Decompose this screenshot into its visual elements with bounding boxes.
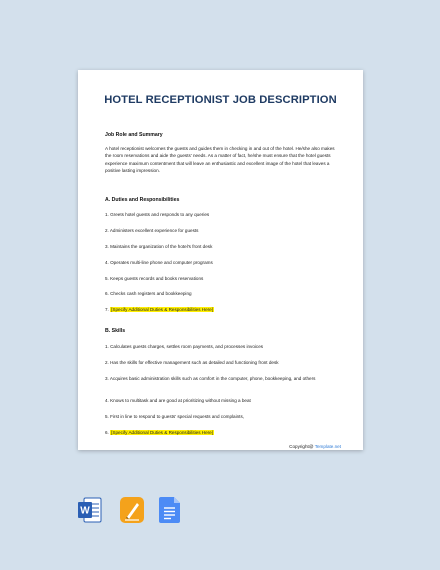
duty-item: 6. Checks cash registers and bookkeeping: [105, 291, 192, 296]
skill-item: 4. Knows to multitask and are good at prioritizing without missing a beat: [105, 398, 251, 403]
duty-item: 3. Maintains the organization of the hotel's front desk: [105, 244, 213, 249]
skill-item: 5. First in line to respond to guests' special requests and complaints,: [105, 414, 245, 419]
google-docs-icon[interactable]: [159, 497, 181, 523]
word-icon-letter: W: [80, 505, 90, 517]
skill-placeholder-item: [105, 430, 214, 435]
duty-item: 2. Administers excellent experience for guests: [105, 228, 199, 233]
skill-placeholder-highlight: [Specify Additional Duties & Responsibilities Here]: [111, 430, 214, 435]
document-page: [78, 70, 363, 450]
duty-placeholder-item: [105, 307, 214, 312]
skill-item: 1. Calculates guests charges, settles room payments, and processes invoices: [105, 344, 264, 349]
document-title: HOTEL RECEPTIONIST JOB DESCRIPTION: [104, 94, 337, 106]
copyright-line: [289, 444, 341, 449]
skill-item: 2. Has the skills for effective management such as detailed and functioning front desk: [105, 360, 279, 365]
duty-item: 5. Keeps guests records and books reservations: [105, 276, 204, 281]
pages-icon[interactable]: [120, 497, 142, 523]
duty-placeholder-number: 7.: [105, 307, 109, 312]
copyright-link[interactable]: Template.net: [314, 444, 341, 449]
duty-item: 4. Operates multi-line phone and computer programs: [105, 260, 213, 265]
copyright-label: Copyright@: [289, 444, 314, 449]
skill-item: 3. Acquires basic administration skills such as comfort in the computer, phone, bookkeeping, and others: [105, 376, 316, 381]
summary-heading: Job Role and Summary: [105, 132, 163, 138]
duty-item: 1. Greets hotel guests and responds to any queries: [105, 212, 210, 217]
duties-heading: A. Duties and Responsibilities: [105, 197, 180, 203]
summary-text: A hotel receptionist welcomes the guests and guides them in checking in and out of the hotel. He/she also makes the room reservations and aide the guests' needs. As a matter of fact, he/she must ensure that the hotel guests experience maximum contentment that will leave an enthusiastic and excellent image of the hotel that leaves a positive lasting impression.: [105, 146, 335, 173]
skills-heading: B. Skills: [105, 328, 126, 334]
word-icon[interactable]: [78, 497, 100, 523]
skill-placeholder-number: 6.: [105, 430, 109, 435]
duty-placeholder-highlight: [Specify Additional Duties & Responsibilities Here]: [111, 307, 214, 312]
